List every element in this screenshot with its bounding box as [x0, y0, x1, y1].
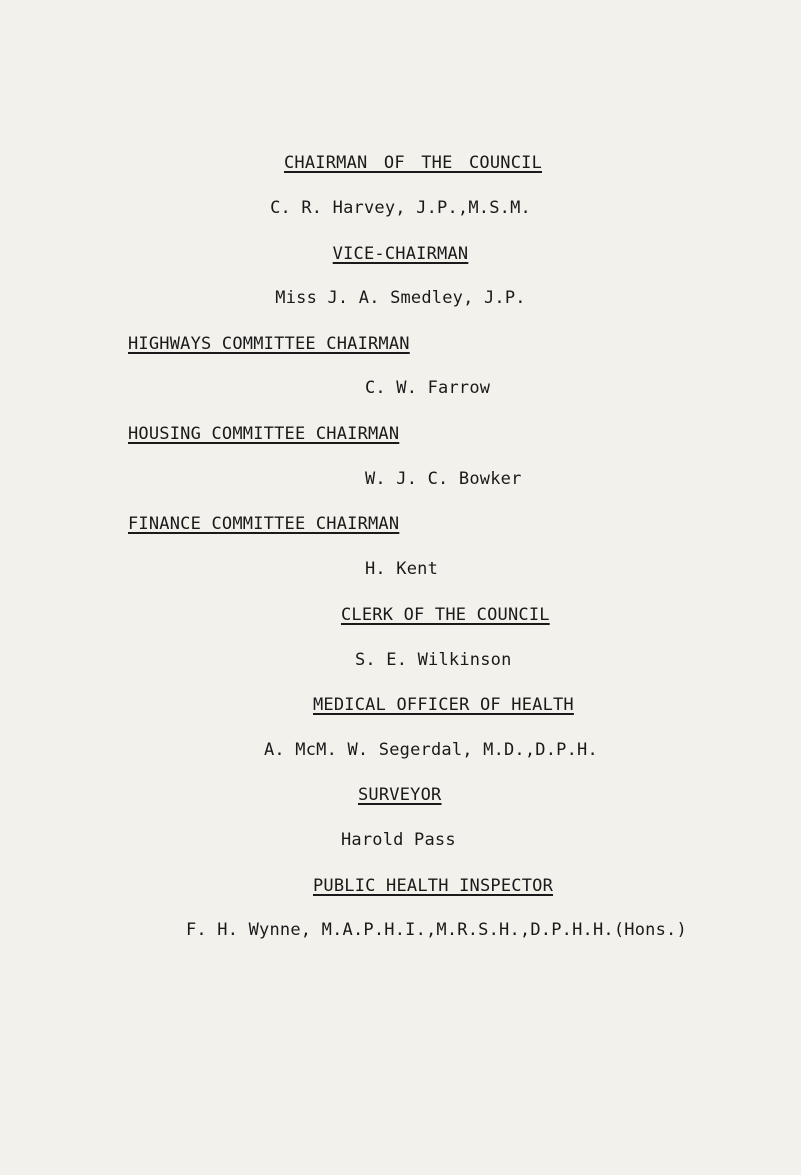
housing-name: W. J. C. Bowker [365, 469, 522, 489]
housing-heading: HOUSING COMMITTEE CHAIRMAN [128, 424, 400, 444]
phi-name: F. H. Wynne, M.A.P.H.I.,M.R.S.H.,D.P.H.H.(Hons.) [186, 920, 687, 940]
vice-chairman-heading: VICE-CHAIRMAN [332, 244, 469, 264]
clerk-name: S. E. Wilkinson [355, 650, 512, 670]
highways-heading: HIGHWAYS COMMITTEE CHAIRMAN [128, 334, 410, 354]
phi-heading: PUBLIC HEALTH INSPECTOR [313, 876, 554, 896]
vice-chairman-name: Miss J. A. Smedley, J.P. [275, 288, 526, 308]
moh-heading: MEDICAL OFFICER OF HEALTH [313, 695, 574, 715]
moh-name: A. McM. W. Segerdal, M.D.,D.P.H. [264, 740, 598, 760]
highways-name: C. W. Farrow [365, 378, 491, 398]
chairman-heading: CHAIRMAN OF THE COUNCIL [284, 153, 543, 173]
surveyor-heading: SURVEYOR [358, 785, 442, 805]
surveyor-name: Harold Pass [341, 830, 456, 850]
chairman-name: C. R. Harvey, J.P.,M.S.M. [270, 198, 531, 218]
finance-heading: FINANCE COMMITTEE CHAIRMAN [128, 514, 400, 534]
finance-name: H. Kent [365, 559, 439, 579]
clerk-heading: CLERK OF THE COUNCIL [341, 605, 550, 625]
